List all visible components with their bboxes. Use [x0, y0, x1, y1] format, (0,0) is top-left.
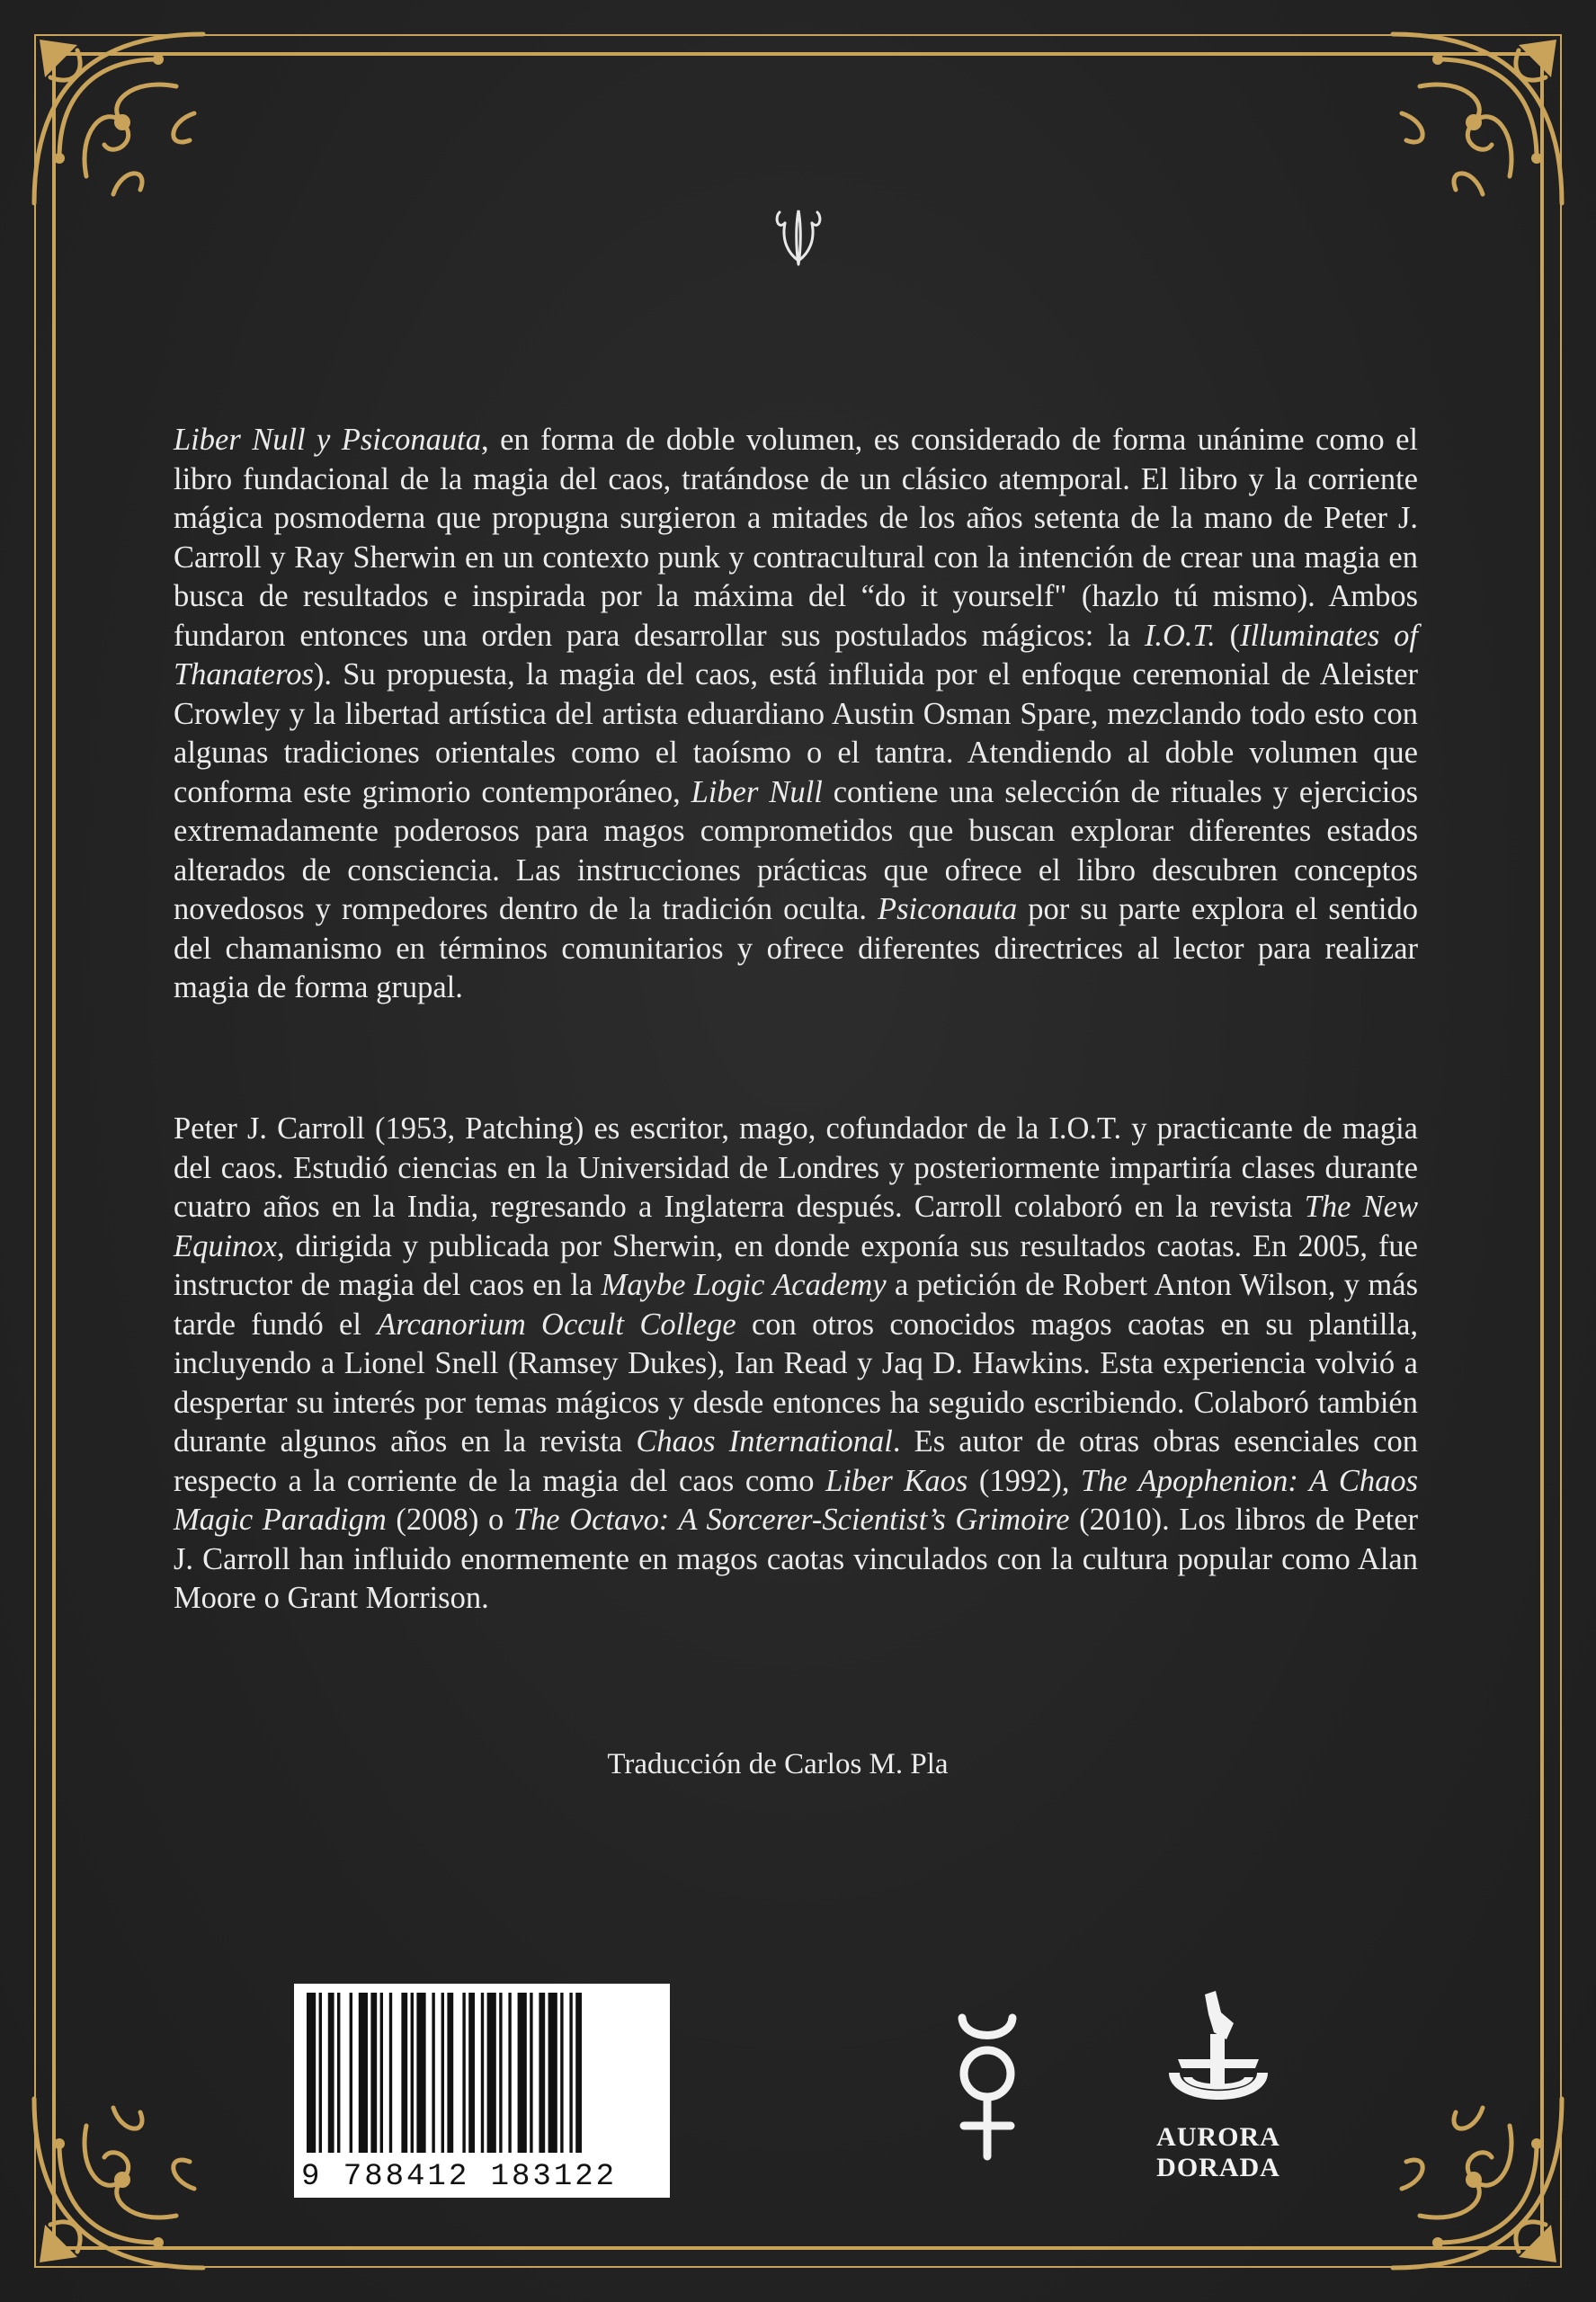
barcode-bar	[359, 1993, 368, 2153]
text-run: (2010). Los libros de Peter J. Carroll han influido enormemente en magos caotas vinculados con la cultura popular como Alan Moore o Grant Morrison.	[174, 1503, 1419, 1615]
ornamental-corner-icon	[1375, 2081, 1573, 2279]
barcode-bar	[548, 1993, 557, 2153]
italic-title-run: Liber Null y Psiconauta	[174, 423, 482, 457]
barcode-bar	[401, 1993, 407, 2153]
barcode-bar	[468, 1993, 475, 2153]
isbn-barcode	[294, 1984, 670, 2198]
barcode-bar	[319, 1993, 322, 2153]
isbn-digits: 9 788412 183122	[301, 2160, 618, 2194]
barcode-bar	[328, 1993, 334, 2153]
synopsis-paragraph	[174, 421, 1418, 1008]
barcode-bar	[370, 1993, 377, 2153]
text-run: , en forma de doble volumen, es considerado de forma unánime como el libro fundacional de la magia del caos, tratándose de un clásico atemporal. El libro y la corriente mágica posmoderna que propugna surgieron a mitades de los años setenta de la mano de Peter J. Carroll y Ray Sherwin en un contexto punk y contracultural con la intención de crear una magia en busca de resultados e inspirada por la máxima del “do it yourself" (hazlo tú mismo). Ambos fundaron entonces una orden para desarrollar sus postulados mágicos: la	[174, 423, 1418, 653]
italic-title-run: I.O.T.	[1144, 618, 1216, 653]
barcode-bar	[350, 1993, 352, 2153]
text-run: a petición de Robert Anton Wilson, y más tarde fundó el	[174, 1268, 1418, 1342]
italic-title-run: The Octavo: A Sorcerer-Scientist’s Grimoire	[513, 1503, 1070, 1537]
barcode-bar	[462, 1993, 465, 2153]
barcode-bar	[518, 1993, 527, 2153]
text-run: contiene una selección de rituales y ejercicios extremadamente poderosos para magos comprometidos que buscan explorar diferentes estados alterados de consciencia. Las instrucciones prácticas que ofrece el libro descubren conceptos novedosos y rompedores dentro de la tradición oculta.	[174, 774, 1418, 926]
barcode-bar	[508, 1993, 511, 2153]
italic-title-run: Chaos International	[636, 1424, 893, 1459]
barcode-bar	[337, 1993, 340, 2153]
text-run: (2008) o	[386, 1503, 513, 1537]
barcode-bar	[481, 1993, 484, 2153]
italic-title-run: The Apophenion: A Chaos Magic Paradigm	[174, 1463, 1419, 1537]
text-run: (	[1215, 618, 1241, 653]
italic-title-run: Arcanorium Occult College	[377, 1307, 736, 1342]
text-run: ). Su propuesta, la magia del caos, está influida por el enfoque ceremonial de Aleister Crowley y la libertad artística del artista eduardiano Austin Osman Spare, mezclando todo esto con algunas tradiciones orientales como el taoísmo o el tantra. Atendiendo al doble volumen que conforma este grimorio contemporáneo,	[174, 657, 1418, 809]
italic-title-run: Illuminates of Thanateros	[174, 618, 1418, 691]
ornamental-corner-icon	[23, 2081, 221, 2279]
barcode-bars	[303, 1993, 661, 2153]
text-run: por su parte explora el sentido del chamanismo en términos comunitarios y ofrece diferentes directrices al lector para realizar magia de forma grupal.	[174, 892, 1418, 1004]
publisher-name-line2: DORADA	[1156, 2153, 1280, 2182]
barcode-bar	[432, 1993, 434, 2153]
italic-title-run: The New Equinox	[174, 1190, 1418, 1263]
lotus-ornament-icon	[771, 207, 826, 266]
author-bio-paragraph	[174, 1110, 1418, 1619]
barcode-bar	[447, 1993, 453, 2153]
barcode-bar	[441, 1993, 444, 2153]
barcode-bar	[487, 1993, 496, 2153]
italic-title-run: Liber Kaos	[825, 1463, 968, 1498]
italic-title-run: Psiconauta	[878, 892, 1018, 926]
ornamental-corner-icon	[23, 23, 221, 221]
mercury-symbol-icon	[951, 2011, 1023, 2164]
text-run: Peter J. Carroll (1953, Patching) es escritor, mago, cofundador de la I.O.T. y practicante de magia del caos. Estudió ciencias en la Universidad de Londres y posteriormente impartiría clases durante cuatro años en la India, regresando a Inglaterra después. Carroll colaboró en la revista	[174, 1111, 1418, 1224]
barcode-bar	[411, 1993, 414, 2153]
barcode-bar	[530, 1993, 532, 2153]
barcode-bar	[539, 1993, 545, 2153]
barcode-bar	[307, 1993, 316, 2153]
barcode-bar	[499, 1993, 502, 2153]
translator-credit: Traducción de Carlos M. Pla	[607, 1748, 949, 1780]
barcode-bar	[416, 1993, 425, 2153]
text-run: . Es autor de otras obras esenciales con respecto a la corriente de la magia del caos como	[174, 1424, 1418, 1498]
barcode-bar	[380, 1993, 383, 2153]
text-run: con otros conocidos magos caotas en su plantilla, incluyendo a Lionel Snell (Ramsey Dukes), Ian Read y Jaq D. Hawkins. Esta experiencia volvió a despertar su interés por temas mágicos y desde entonces ha seguido escribiendo. Colaboró también durante algunos años en la revista	[174, 1307, 1419, 1459]
text-run: (1992),	[967, 1463, 1082, 1498]
aurora-dorada-logo-icon	[1151, 1987, 1286, 2122]
barcode-bar	[575, 1993, 582, 2153]
ornamental-corner-icon	[1375, 23, 1573, 221]
text-run: , dirigida y publicada por Sherwin, en donde exponía sus resultados caotas. En 2005, fue instructor de magia del caos en la	[174, 1228, 1418, 1302]
publisher-name-line1: AURORA	[1156, 2122, 1280, 2152]
italic-title-run: Maybe Logic Academy	[601, 1268, 887, 1302]
barcode-bar	[560, 1993, 563, 2153]
italic-title-run: Liber Null	[691, 774, 823, 809]
barcode-bar	[569, 1993, 572, 2153]
barcode-bar	[389, 1993, 392, 2153]
